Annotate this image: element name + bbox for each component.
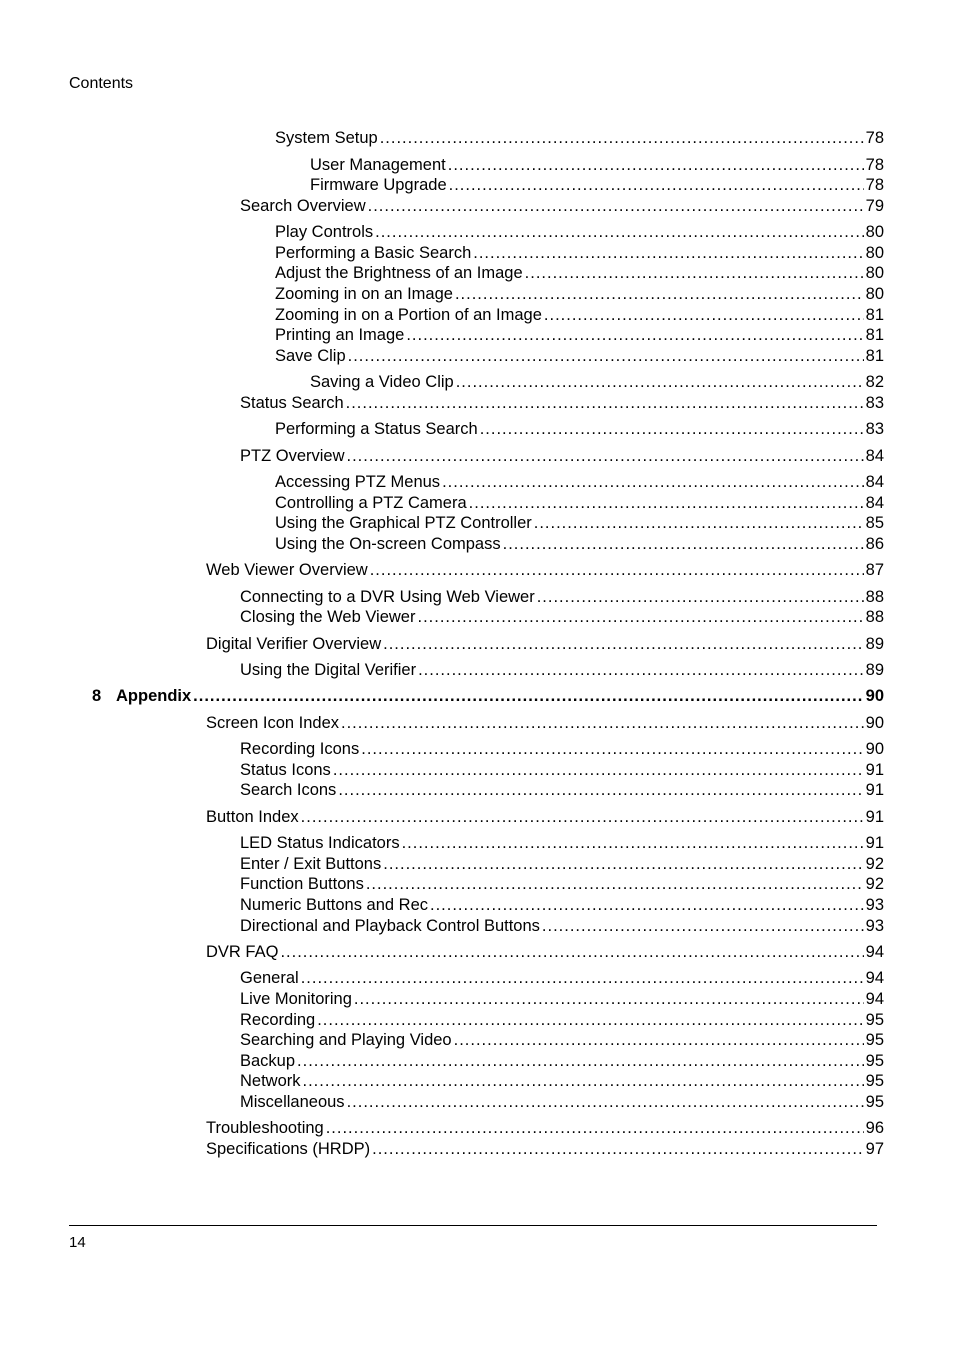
toc-entry[interactable] [240, 916, 884, 936]
dot-leader [370, 560, 864, 580]
toc-entry[interactable] [240, 739, 884, 759]
toc-entry-title [240, 739, 359, 759]
dot-leader [442, 472, 864, 492]
toc-entry-label: User Management [310, 156, 446, 174]
toc-page-number: 89 [865, 635, 884, 653]
toc-entry[interactable] [240, 968, 884, 988]
toc-page-number: 94 [865, 943, 884, 961]
toc-entry-title [206, 634, 381, 654]
toc-entry-title [240, 1051, 295, 1071]
toc-page-number: 78 [865, 156, 884, 174]
toc-entry-label: Button Index [206, 808, 299, 826]
toc-entry[interactable] [310, 175, 884, 195]
dot-leader [338, 780, 863, 800]
toc-entry-title [275, 513, 532, 533]
dot-leader [301, 968, 864, 988]
toc-entry-label: Using the Digital Verifier [240, 661, 417, 679]
toc-entry-label: Closing the Web Viewer [240, 608, 416, 626]
toc-entry[interactable] [240, 196, 884, 216]
toc-entry-title [240, 1092, 345, 1112]
dot-leader [361, 739, 863, 759]
dot-leader [480, 419, 864, 439]
dot-leader [455, 284, 864, 304]
toc-entry-label: Network [240, 1072, 301, 1090]
toc-page-number: 95 [865, 1052, 884, 1070]
toc-entry-label: Enter / Exit Buttons [240, 855, 382, 873]
toc-page-number: 91 [865, 834, 884, 852]
toc-page-number: 92 [865, 855, 884, 873]
toc-entry-title [240, 780, 336, 800]
dot-leader [503, 534, 864, 554]
toc-page-number: 95 [865, 1031, 884, 1049]
toc-entry-label: Numeric Buttons and Rec [240, 896, 429, 914]
toc-page-number: 95 [865, 1011, 884, 1029]
toc-entry[interactable] [206, 634, 884, 654]
toc-entry-title [275, 243, 471, 263]
toc-entry-label: Using the On-screen Compass [275, 535, 501, 553]
toc-entry-title [206, 807, 299, 827]
toc-entry[interactable] [206, 1139, 884, 1159]
toc-entry-title [206, 942, 278, 962]
toc-page-number: 78 [865, 176, 884, 194]
toc-entry-title [275, 128, 378, 148]
toc-entry-label: Adjust the Brightness of an Image [275, 264, 523, 282]
toc-page-number: 96 [865, 1119, 884, 1137]
toc-page-number: 87 [865, 561, 884, 579]
toc-entry-label: Zooming in on a Portion of an Image [275, 306, 542, 324]
toc-entry[interactable] [240, 1051, 884, 1071]
toc-page-number: 80 [865, 264, 884, 282]
toc-entry[interactable] [240, 1092, 884, 1112]
toc-entry-title [240, 854, 381, 874]
toc-entry-label: Performing a Status Search [275, 420, 478, 438]
toc-page-number: 91 [865, 781, 884, 799]
toc-entry[interactable] [240, 1010, 884, 1030]
toc-entry-label: Troubleshooting [206, 1119, 324, 1137]
toc-entry[interactable] [275, 493, 884, 513]
toc-entry-label: Screen Icon Index [206, 714, 339, 732]
dot-leader [383, 854, 863, 874]
dot-leader [368, 196, 864, 216]
toc-entry-title [310, 372, 454, 392]
footer-rule [69, 1225, 877, 1226]
toc-entry-title [275, 263, 523, 283]
toc-entry[interactable] [275, 419, 884, 439]
toc-entry-label: Connecting to a DVR Using Web Viewer [240, 588, 535, 606]
toc-entry[interactable] [240, 607, 884, 627]
toc-entry-label: Recording Icons [240, 740, 360, 758]
dot-leader [473, 243, 863, 263]
toc-entry-label: Save Clip [275, 347, 346, 365]
toc-entry-title [240, 874, 364, 894]
toc-entry[interactable] [275, 263, 884, 283]
toc-entry-label: Search Icons [240, 781, 337, 799]
dot-leader [534, 513, 864, 533]
dot-leader [406, 325, 863, 345]
toc-page-number: 83 [865, 394, 884, 412]
toc-page-number: 78 [865, 129, 884, 147]
toc-entry[interactable] [206, 807, 884, 827]
toc-entry-label: LED Status Indicators [240, 834, 400, 852]
toc-page-number: 79 [865, 197, 884, 215]
dot-leader [347, 446, 864, 466]
toc-entry-title [310, 155, 446, 175]
toc-entry[interactable] [275, 305, 884, 325]
toc-entry-label: DVR FAQ [206, 943, 279, 961]
toc-entry-title [275, 493, 467, 513]
toc-page-number: 88 [865, 588, 884, 606]
toc-entry[interactable] [240, 446, 884, 466]
chapter-number: 8 [92, 687, 102, 705]
toc-entry-title [275, 284, 453, 304]
toc-entry-title [206, 560, 368, 580]
toc-entry-title [240, 989, 352, 1009]
dot-leader [346, 393, 864, 413]
dot-leader [375, 222, 864, 242]
toc-entry-title [240, 895, 428, 915]
toc-entry[interactable] [240, 854, 884, 874]
toc-entry-label: Digital Verifier Overview [206, 635, 382, 653]
toc-entry[interactable] [240, 833, 884, 853]
toc-entry[interactable] [240, 780, 884, 800]
toc-page-number: 80 [865, 223, 884, 241]
toc-entry-title [240, 660, 416, 680]
toc-page-number: 83 [865, 420, 884, 438]
toc-page-number: 84 [865, 447, 884, 465]
toc-entry-title [275, 534, 501, 554]
toc-entry-label: General [240, 969, 299, 987]
dot-leader [348, 346, 864, 366]
toc-entry-label: Specifications (HRDP) [206, 1140, 371, 1158]
toc-page-number: 81 [865, 306, 884, 324]
page-number: 14 [69, 1234, 86, 1251]
dot-leader [537, 587, 864, 607]
toc-entry[interactable] [206, 560, 884, 580]
dot-leader [333, 760, 864, 780]
toc-page-number: 91 [865, 808, 884, 826]
running-header: Contents [69, 75, 134, 92]
toc-entry-title [240, 446, 345, 466]
toc-entry-title [240, 587, 535, 607]
toc-page-number: 93 [865, 896, 884, 914]
dot-leader [383, 634, 864, 654]
toc-entry[interactable] [275, 472, 884, 492]
toc-entry-label: Status Icons [240, 761, 331, 779]
toc-entry[interactable] [240, 760, 884, 780]
toc-entry-label: Live Monitoring [240, 990, 352, 1008]
toc-entry-label: Saving a Video Clip [310, 373, 454, 391]
toc-entry-label: Backup [240, 1052, 296, 1070]
toc-entry-label: Performing a Basic Search [275, 244, 472, 262]
toc-entry-title [240, 1010, 315, 1030]
dot-leader [303, 1071, 864, 1091]
toc-entry-title [92, 686, 191, 706]
toc-entry-label: Function Buttons [240, 875, 364, 893]
dot-leader [317, 1010, 863, 1030]
dot-leader [366, 874, 864, 894]
toc-entry-label: Printing an Image [275, 326, 405, 344]
toc-page-number: 80 [865, 244, 884, 262]
dot-leader [456, 372, 864, 392]
dot-leader [448, 155, 864, 175]
toc-entry[interactable] [240, 895, 884, 915]
toc-page-number: 88 [865, 608, 884, 626]
toc-page-number: 97 [865, 1140, 884, 1158]
toc-page-number: 95 [865, 1072, 884, 1090]
toc-entry-title [275, 346, 346, 366]
toc-page-number: 91 [865, 761, 884, 779]
toc-entry-label: System Setup [275, 129, 378, 147]
toc-entry-title [275, 325, 404, 345]
toc-entry[interactable] [310, 372, 884, 392]
toc-entry-title [240, 607, 415, 627]
toc-entry-label: Controlling a PTZ Camera [275, 494, 467, 512]
toc-entry[interactable] [275, 128, 884, 148]
toc-entry-title [240, 916, 540, 936]
toc-entry-title [240, 968, 299, 988]
toc-page-number: 82 [865, 373, 884, 391]
dot-leader [326, 1118, 864, 1138]
toc-entry[interactable] [240, 874, 884, 894]
toc-page-number: 85 [865, 514, 884, 532]
toc-page-number: 95 [865, 1093, 884, 1111]
dot-leader [525, 263, 864, 283]
dot-leader [301, 807, 864, 827]
toc-entry-label: Firmware Upgrade [310, 176, 447, 194]
toc-entry-label: Searching and Playing Video [240, 1031, 452, 1049]
toc-entry-label: Play Controls [275, 223, 374, 241]
dot-leader [417, 607, 863, 627]
toc-entry[interactable] [310, 155, 884, 175]
toc-entry-title [240, 1071, 301, 1091]
toc-entry-title [310, 175, 447, 195]
toc-entry-title [206, 713, 339, 733]
dot-leader [280, 942, 863, 962]
toc-page-number: 80 [865, 285, 884, 303]
toc-page-number: 94 [865, 990, 884, 1008]
toc-entry-label: Status Search [240, 394, 344, 412]
toc-entry-title [240, 1030, 452, 1050]
dot-leader [418, 660, 864, 680]
toc-entry[interactable] [275, 534, 884, 554]
toc-entry-title [275, 472, 440, 492]
toc-page-number: 93 [865, 917, 884, 935]
toc-entry-title [240, 760, 331, 780]
toc-page-number: 86 [865, 535, 884, 553]
toc-page-number: 94 [865, 969, 884, 987]
toc-entry-label: Miscellaneous [240, 1093, 345, 1111]
toc-entry-label: Directional and Playback Control Buttons [240, 917, 540, 935]
dot-leader [469, 493, 864, 513]
toc-entry[interactable] [240, 393, 884, 413]
toc-entry-title [275, 222, 373, 242]
toc-entry-label: Appendix [116, 687, 192, 705]
toc-entry[interactable] [206, 713, 884, 733]
toc-entry[interactable] [240, 587, 884, 607]
toc-entry-label: Search Overview [240, 197, 366, 215]
toc-entry-title [206, 1139, 370, 1159]
toc-entry[interactable] [240, 1071, 884, 1091]
toc-page-number: 81 [865, 347, 884, 365]
dot-leader [354, 989, 864, 1009]
dot-leader [454, 1030, 864, 1050]
toc-entry-title [206, 1118, 324, 1138]
toc-entry-title [240, 393, 344, 413]
dot-leader [347, 1092, 864, 1112]
dot-leader [430, 895, 864, 915]
toc-page-number: 89 [865, 661, 884, 679]
dot-leader [449, 175, 864, 195]
toc-entry-title [240, 833, 400, 853]
toc-entry[interactable] [275, 243, 884, 263]
toc-page-number: 92 [865, 875, 884, 893]
toc-entry-label: Using the Graphical PTZ Controller [275, 514, 532, 532]
dot-leader [297, 1051, 864, 1071]
toc-page-number: 84 [865, 473, 884, 491]
toc-entry[interactable] [240, 1030, 884, 1050]
dot-leader [402, 833, 864, 853]
toc-entry[interactable] [275, 346, 884, 366]
dot-leader [542, 916, 864, 936]
dot-leader [380, 128, 864, 148]
toc-entry[interactable] [275, 325, 884, 345]
toc-entry[interactable] [206, 1118, 884, 1138]
toc-entry[interactable] [92, 686, 884, 706]
toc-entry-label: Recording [240, 1011, 316, 1029]
toc-entry[interactable] [275, 284, 884, 304]
toc-page-number: 90 [865, 687, 884, 705]
toc-entry-title [275, 305, 542, 325]
dot-leader [372, 1139, 864, 1159]
toc-page-number: 90 [865, 740, 884, 758]
toc-entry[interactable] [240, 989, 884, 1009]
toc-entry[interactable] [240, 660, 884, 680]
toc-entry[interactable] [275, 513, 884, 533]
toc-entry-title [240, 196, 366, 216]
toc-entry-label: PTZ Overview [240, 447, 345, 465]
dot-leader [193, 686, 863, 706]
toc-page-number: 81 [865, 326, 884, 344]
toc-page-number: 90 [865, 714, 884, 732]
toc-entry-title [275, 419, 478, 439]
toc-entry-label: Web Viewer Overview [206, 561, 368, 579]
toc-page-number: 84 [865, 494, 884, 512]
dot-leader [341, 713, 864, 733]
dot-leader [544, 305, 864, 325]
toc-entry[interactable] [275, 222, 884, 242]
toc-entry[interactable] [206, 942, 884, 962]
toc-entry-label: Zooming in on an Image [275, 285, 453, 303]
toc-entry-label: Accessing PTZ Menus [275, 473, 441, 491]
